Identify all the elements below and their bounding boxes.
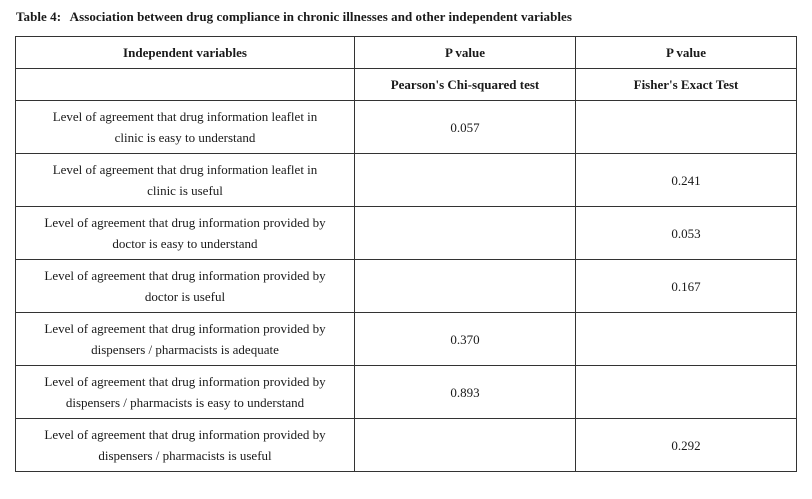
variable-line-2: clinic is easy to understand bbox=[114, 130, 256, 145]
variable-line-1: Level of agreement that drug information provided by bbox=[44, 268, 326, 283]
fisher-exact-p-value: 0.053 bbox=[576, 207, 797, 260]
fisher-exact-p-value: 0.241 bbox=[576, 154, 797, 207]
fisher-exact-p-value bbox=[576, 313, 797, 366]
chi-squared-p-value bbox=[355, 207, 576, 260]
variable-cell bbox=[16, 154, 355, 207]
header-row-primary bbox=[16, 37, 797, 69]
association-table bbox=[15, 36, 797, 472]
table-row bbox=[16, 366, 797, 419]
variable-line-2: doctor is easy to understand bbox=[112, 236, 258, 251]
variable-cell bbox=[16, 419, 355, 472]
chi-squared-p-value bbox=[355, 154, 576, 207]
variable-line-1: Level of agreement that drug information provided by bbox=[44, 427, 326, 442]
table-caption bbox=[16, 9, 572, 25]
table-row bbox=[16, 101, 797, 154]
table-row bbox=[16, 260, 797, 313]
variable-line-2: dispensers / pharmacists is easy to understand bbox=[65, 395, 305, 410]
variable-line-1: Level of agreement that drug information leaflet in bbox=[52, 109, 318, 124]
fisher-exact-p-value bbox=[576, 366, 797, 419]
table-row bbox=[16, 154, 797, 207]
table-row bbox=[16, 207, 797, 260]
variable-line-1: Level of agreement that drug information provided by bbox=[44, 374, 326, 389]
table-title: Association between drug compliance in chronic illnesses and other independent variables bbox=[69, 9, 572, 24]
chi-squared-p-value bbox=[355, 419, 576, 472]
fisher-exact-p-value: 0.167 bbox=[576, 260, 797, 313]
chi-squared-p-value: 0.057 bbox=[355, 101, 576, 154]
variable-line-2: dispensers / pharmacists is adequate bbox=[91, 342, 279, 357]
variable-line-1: Level of agreement that drug information provided by bbox=[44, 215, 326, 230]
chi-squared-p-value: 0.370 bbox=[355, 313, 576, 366]
chi-squared-p-value: 0.893 bbox=[355, 366, 576, 419]
fisher-exact-p-value bbox=[576, 101, 797, 154]
variable-cell bbox=[16, 260, 355, 313]
variable-line-2: dispensers / pharmacists is useful bbox=[98, 448, 272, 463]
variable-cell bbox=[16, 313, 355, 366]
header-pearson-chi-squared: Pearson's Chi-squared test bbox=[355, 69, 576, 101]
table-row bbox=[16, 419, 797, 472]
variable-cell bbox=[16, 101, 355, 154]
header-p-value-fisher: P value bbox=[576, 37, 797, 69]
variable-line-1: Level of agreement that drug information provided by bbox=[44, 321, 326, 336]
header-fisher-exact: Fisher's Exact Test bbox=[576, 69, 797, 101]
chi-squared-p-value bbox=[355, 260, 576, 313]
header-independent-variables: Independent variables bbox=[16, 37, 355, 69]
fisher-exact-p-value: 0.292 bbox=[576, 419, 797, 472]
table-row bbox=[16, 313, 797, 366]
variable-line-1: Level of agreement that drug information leaflet in bbox=[52, 162, 318, 177]
table-number: Table 4: bbox=[16, 9, 62, 24]
variable-line-2: clinic is useful bbox=[147, 183, 223, 198]
variable-cell bbox=[16, 207, 355, 260]
header-p-value-chi: P value bbox=[355, 37, 576, 69]
variable-line-2: doctor is useful bbox=[144, 289, 226, 304]
variable-cell bbox=[16, 366, 355, 419]
header-empty-cell bbox=[16, 69, 355, 101]
header-row-secondary bbox=[16, 69, 797, 101]
